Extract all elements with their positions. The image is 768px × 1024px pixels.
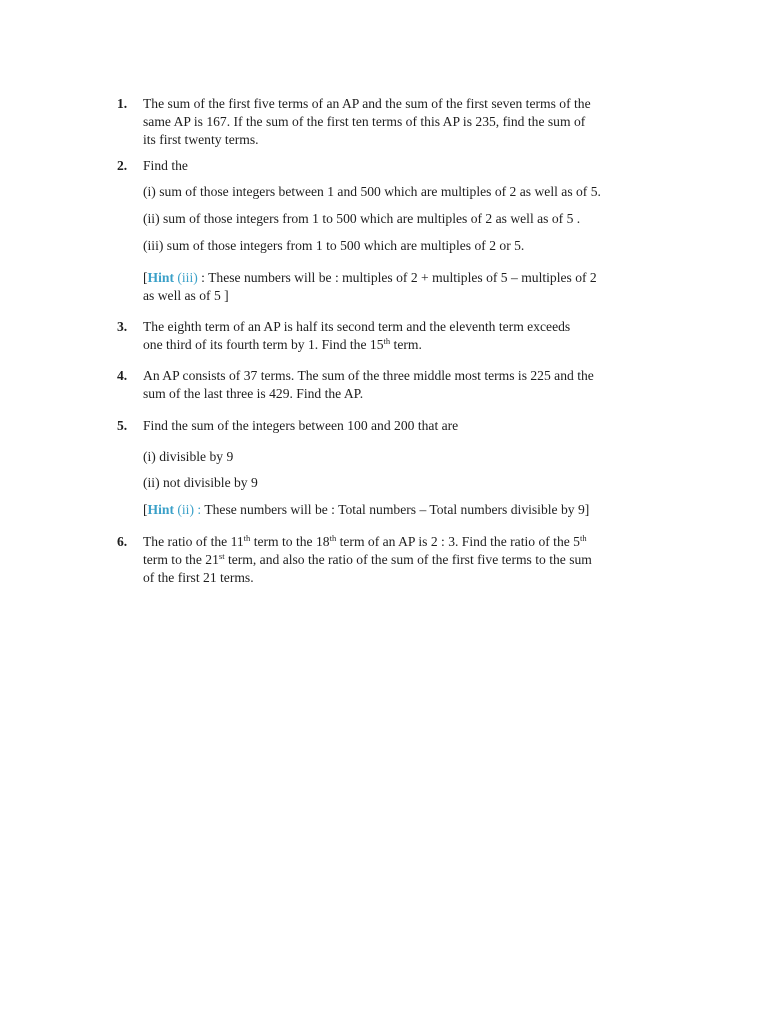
question-intro: Find the sum of the integers between 100 and 200 that are — [143, 418, 459, 433]
superscript: th — [383, 336, 391, 346]
question-2-hint — [143, 269, 613, 305]
question-3 — [117, 318, 612, 354]
question-number: 4. — [117, 368, 128, 383]
question-5-hint — [143, 501, 613, 519]
text-line: The sum of the first five terms of an AP and the sum of the first seven terms of the — [143, 96, 591, 111]
question-intro: Find the — [143, 158, 188, 173]
question-2 — [117, 157, 612, 175]
text-span: The ratio of the 11 — [143, 534, 244, 549]
hint-line — [143, 269, 613, 287]
text-line — [143, 533, 612, 551]
text-line — [143, 551, 612, 569]
text-span: term of an AP is 2 : 3. Find the ratio of the 5 — [336, 534, 580, 549]
text-line: An AP consists of 37 terms. The sum of the three middle most terms is 225 and the — [143, 368, 594, 383]
text-line: The eighth term of an AP is half its second term and the eleventh term exceeds — [143, 319, 571, 334]
question-text — [143, 533, 612, 587]
question-text — [143, 367, 612, 403]
text-span: term, and also the ratio of the sum of the first five terms to the sum — [224, 552, 592, 567]
hint-text: : These numbers will be : multiples of 2 + multiples of 5 – multiples of 2 — [197, 270, 597, 285]
text-line: same AP is 167. If the sum of the first ten terms of this AP is 235, find the sum of — [143, 114, 586, 129]
question-number: 1. — [117, 96, 128, 111]
question-text — [143, 95, 612, 149]
question-5 — [117, 417, 612, 435]
superscript: th — [243, 533, 251, 543]
question-2-part-i: (i) sum of those integers between 1 and 500 which are multiples of 2 as well as of 5. — [143, 184, 601, 199]
question-2-part-iii: (iii) sum of those integers from 1 to 500 which are multiples of 2 or 5. — [143, 238, 525, 253]
question-1 — [117, 95, 612, 149]
hint-label: Hint — [147, 502, 174, 517]
superscript: th — [329, 533, 337, 543]
superscript: th — [579, 533, 587, 543]
question-5-part-i: (i) divisible by 9 — [143, 449, 234, 464]
question-2-part-ii: (ii) sum of those integers from 1 to 500 which are multiples of 2 as well as of 5 . — [143, 211, 581, 226]
text-line — [143, 336, 612, 354]
hint-bracket: [ — [143, 502, 148, 517]
text-line: sum of the last three is 429. Find the AP. — [143, 386, 364, 401]
text-span: term to the 21 — [143, 552, 219, 567]
text-line: of the first 21 terms. — [143, 570, 254, 585]
hint-part: (ii) : — [177, 502, 202, 517]
superscript: st — [218, 551, 225, 561]
question-5-part-ii: (ii) not divisible by 9 — [143, 475, 258, 490]
hint-line: as well as of 5 ] — [143, 288, 229, 303]
question-number: 5. — [117, 418, 128, 433]
hint-label: Hint — [147, 270, 174, 285]
text-span: term. — [390, 337, 422, 352]
question-6 — [117, 533, 612, 587]
question-number: 6. — [117, 534, 128, 549]
hint-text: These numbers will be : Total numbers – Total numbers divisible by 9] — [201, 502, 590, 517]
question-4 — [117, 367, 612, 403]
text-span: one third of its fourth term by 1. Find the 15 — [143, 337, 384, 352]
question-number: 3. — [117, 319, 128, 334]
hint-part: (iii) — [177, 270, 198, 285]
text-span: term to the 18 — [250, 534, 330, 549]
hint-bracket: [ — [143, 270, 148, 285]
question-text — [143, 318, 612, 354]
question-number: 2. — [117, 158, 128, 173]
text-line: its first twenty terms. — [143, 132, 259, 147]
